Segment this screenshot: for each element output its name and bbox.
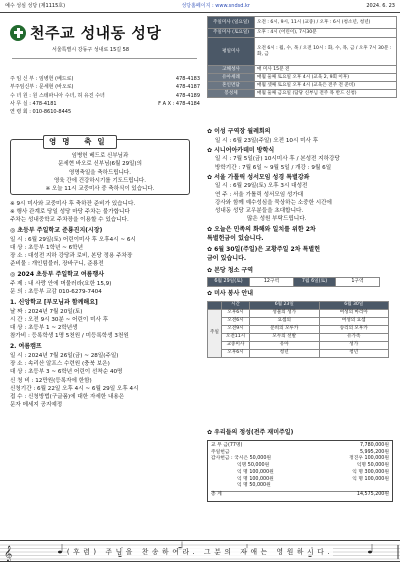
staff-row <box>10 84 200 92</box>
church-logo-icon <box>10 25 26 41</box>
bulletin-date: 2024. 6. 23 <box>366 2 395 9</box>
offering-box <box>207 440 393 502</box>
notice-line: 참가비 : 등록학생 1명 5천원 / 미등록학생 3천원 <box>10 333 129 340</box>
hymn-text: (후렴) 주님을 찬송하여라. 그분의 자애는 영원하시다. <box>66 548 334 556</box>
notice-line: 신 청 비 : 12만원(등록자에 한함) <box>10 377 92 384</box>
left-column <box>10 200 200 409</box>
offering-label: 익 명 100,000원 <box>237 476 274 482</box>
notice-line: 성내동 성당 교우분들을 초대합니다. <box>215 207 304 214</box>
notice-line: 대 상 : 초등부 3 ~ 6학년 어린이 선착순 40명 <box>10 369 123 376</box>
feast-line: 문세현 바오로 신부님(6월 29일)의 <box>58 161 142 168</box>
mass-label: 봉성체 <box>208 90 255 98</box>
section-title: ✿ 본당 청소 구역 <box>207 266 254 274</box>
offering-value: 익명 50,000원 <box>356 463 389 469</box>
mass-label: 주일미사 (토요일) <box>208 29 255 38</box>
table-cell: 교중미사 <box>222 342 250 350</box>
table-cell: 승리의 모후카 <box>319 326 389 334</box>
notice-line: 많은 성원 부탁드립니다. <box>247 215 307 222</box>
top-bar <box>0 0 400 13</box>
table-cell: 여성의 마리아 <box>319 310 389 318</box>
offering-label: 감사헌금 : 국시은 50,000원 <box>211 456 272 462</box>
staff-role: 사 무 실 : 478-4181 <box>10 100 57 107</box>
table-row <box>208 38 397 66</box>
divider <box>12 58 197 59</box>
table-row <box>208 326 389 334</box>
staff-phone: 478-4187 <box>175 84 200 91</box>
table-row <box>208 74 397 82</box>
table-row <box>208 66 397 74</box>
table-row <box>208 318 389 326</box>
notice-line: 일 시 : 6월 29일(토) 어린이미사 후 오후4시 ~ 6시 <box>10 237 136 244</box>
feast-line: 영육 간에 건강하시기를 기도드립니다. <box>53 177 146 184</box>
table-cell <box>208 302 222 310</box>
table-cell: 6월 29일(토) <box>208 278 250 287</box>
church-address: 서울특별시 강동구 성내로 15길 58 <box>52 47 130 53</box>
notice-line: 날 짜 : 2024년 7월 20일(토) <box>10 309 83 316</box>
offering-value: 정진우 100,000원 <box>349 456 389 462</box>
notice-line: 일 시 : 2024년 7월 26일(금) ~ 28일(주일) <box>10 353 119 360</box>
masthead <box>4 16 200 74</box>
section-title: ✿ 오늘은 민족의 화해와 일치를 위한 2차 <box>207 225 316 233</box>
section-title: 특별헌금이 있습니다. <box>207 234 264 242</box>
staff-role: 부주임신부 : 문세현 (바오로) <box>10 84 74 91</box>
notice-line: 대 상 : 초등부 1학년 ~ 6학년 <box>10 245 83 252</box>
staff-row <box>10 109 200 117</box>
mass-time: 매월 셋째 토요일 오후 4시 (교육은 전주 전 준비) <box>255 82 397 90</box>
finance-heading-wrap <box>207 429 293 438</box>
mass-service-table <box>207 301 389 358</box>
section-title: ✿ 우리들의 정성(전주 재미주일) <box>207 429 294 436</box>
notice-line: 대 상 : 초등부 1 ~ 2학년생 <box>10 325 78 332</box>
mass-label: 주일미사 (일요일) <box>208 17 255 29</box>
table-row <box>208 90 397 98</box>
staff-phone: F A X : 478-4184 <box>158 100 200 107</box>
right-column <box>207 128 397 358</box>
section-title: ✿ 서울 가톨릭 성서모임 성경 특별강좌 <box>207 173 310 181</box>
table-cell: 유아 <box>250 342 320 350</box>
offering-label: 주일헌금 <box>211 449 230 455</box>
section-title: ◎ 2024 초등부 주일학교 여름행사 <box>10 271 105 279</box>
table-cell: 청년 <box>250 350 320 358</box>
table-cell: 오후6시 <box>222 350 250 358</box>
feast-title: 영명 축일 <box>43 135 117 149</box>
table-cell: 모두의 선발 <box>250 334 320 342</box>
section-title: ✿ 6월 30일(주일)은 교황주일 2차 특별헌 <box>207 246 321 254</box>
staff-role: 연 령 회 : 010-8610-8445 <box>10 109 72 116</box>
table-cell: 오후6시 <box>222 310 250 318</box>
offering-value: 5,995,200원 <box>359 449 389 455</box>
mass-label: 평일미사 <box>208 38 255 66</box>
notice-line: 문자 메세지 공지예정 <box>10 401 63 408</box>
offering-row <box>211 443 389 450</box>
section-title: ✿ 이성 구역장 월례회의 <box>207 128 271 135</box>
bulletin-number: 예수 성심 성당 (제1115호) <box>5 2 66 9</box>
notice-line: 문 의 : 초등부 교감 010-6279-7404 <box>10 289 102 296</box>
table-row <box>208 82 397 90</box>
staff-row <box>10 101 200 109</box>
table-cell: 12구역 <box>250 278 294 287</box>
offering-row <box>211 470 389 477</box>
table-cell: 오전11시 <box>222 334 250 342</box>
feast-day-box <box>10 139 190 195</box>
section-title: ✿ 미사 봉사 안내 <box>207 290 254 298</box>
offering-value: 7,780,000원 <box>359 443 389 448</box>
section-title: ◎ 초등부 주일학교 준룡진지(시장) <box>10 227 103 235</box>
table-row <box>208 302 389 310</box>
staff-directory <box>10 76 200 117</box>
table-cell: 오전9시 <box>222 326 250 334</box>
table-row <box>208 278 380 287</box>
offering-label: 총 계 <box>211 491 222 497</box>
feast-line: 임병헌 베드로 신부님과 <box>71 153 129 159</box>
offering-value: 익 명 300,000원 <box>352 469 389 475</box>
table-header: 시간 <box>222 302 250 310</box>
notice-line: ※ 9시 미사와 교중미사 후 축하잔 준비가 있습니다. <box>10 201 136 207</box>
table-row <box>208 17 397 29</box>
table-cell: 7월 6일(토) <box>294 278 336 287</box>
staff-phone: 478-4183 <box>175 76 200 82</box>
staff-phone: 478-4189 <box>175 92 200 99</box>
section-title: 1. 신앙학교 [부모님과 함께해요] <box>10 299 98 307</box>
staff-row <box>10 93 200 101</box>
table-row <box>208 310 389 318</box>
table-row <box>208 334 389 342</box>
table-cell: 1구역 <box>336 278 380 287</box>
feast-line: 영명축일을 축하드립니다. <box>69 169 131 176</box>
mass-time: 오후 : 4시 (어린이), 7시30분 <box>255 29 397 38</box>
staff-role: 주 임 신 부 : 임병헌 (베드로) <box>10 76 74 82</box>
table-cell: 여성의 요셉 <box>319 318 389 326</box>
table-header: 6월 23일 <box>250 302 320 310</box>
mass-label: 고해성사 <box>208 66 255 74</box>
table-row <box>208 342 389 350</box>
offering-value: 익 명 100,000원 <box>352 476 389 482</box>
cleaning-schedule-table <box>207 277 380 287</box>
offering-label: 익 명 100,000원 <box>237 469 274 475</box>
table-row <box>208 350 389 358</box>
table-header: 6월 30일 <box>319 302 389 310</box>
notice-line: 주 제 : 내 사랑 안에 머물러라(요한 15,9) <box>10 281 112 288</box>
table-cell: 성물의 성가 <box>250 310 320 318</box>
notice-line: 장 소 : 대성전 지하 강당과 로비, 본당 정용 주차장 <box>10 253 133 260</box>
offering-value: 14,575,200원 <box>356 491 389 497</box>
notice-line: 장 소 : 속리산 알프스 수련원 (충북 보은) <box>10 361 110 368</box>
offering-total-row <box>211 491 389 499</box>
mass-label: 유아세례 <box>208 74 255 82</box>
notice-line: 방학기간 : 7월 6일 ~ 9월 5일 / 개강 : 9월 6일 <box>215 164 332 171</box>
notice-line: 연 주 : 서울 가톨릭 성서모임 성가대 <box>215 191 304 198</box>
mass-time: 매 미사 15분 전 <box>255 66 397 74</box>
notice-line: 일 시 : 7월 5일(금) 10시미사 후 / 본성전 지하강당 <box>215 156 340 163</box>
feast-line: ※ 오늘 11시 교중미사 중 축하식이 있습니다. <box>45 186 155 192</box>
mass-time: 오전 : 6시, 9시, 11시 (교중) / 오후 : 6시 (청소년, 청년) <box>255 17 397 29</box>
table-cell: 주일 <box>208 310 222 358</box>
notice-line: 시 간 : 오전 9시 30분 ~ 어린이 미사 후 <box>10 317 109 324</box>
notice-line: 신청기간 : 6월 22일 오후 4시 ~ 6월 29일 오후 4시 <box>10 385 139 392</box>
notice-line: 강사와 함께 예수성심을 묵상하는 소중한 시간에 <box>215 199 332 206</box>
mass-label: 혼인면담 <box>208 82 255 90</box>
mass-time: 매월 둘째 금요일 (담당 신부님 전주 목 반드 신청) <box>255 90 397 98</box>
table-cell: 오전6시 <box>222 318 250 326</box>
section-title: 금이 있습니다. <box>207 255 247 262</box>
offering-label: 교 무 금(77명) <box>211 443 243 448</box>
offering-row <box>211 463 389 470</box>
mass-time: 오전 6시 : 월, 수, 목 / 오전 10시 : 화, 수, 목, 금 / 오후 7시 30분 : 화, 금 <box>255 38 397 66</box>
svg-text:𝄞: 𝄞 <box>4 546 13 562</box>
table-cell: 유가족 <box>319 334 389 342</box>
notice-line: 일 시 : 6월 29일(토) 오후 3시 대성전 <box>215 183 308 190</box>
notice-line: 일 시 : 6월 23일(주일) 오전 10시 미사 후 <box>215 137 319 144</box>
table-cell: 요셉의 <box>250 318 320 326</box>
notice-line: 접 수 : 신청방법(구글폼)에 대한 자세한 내용은 <box>10 393 125 400</box>
section-title: 2. 여름캠프 <box>10 343 42 351</box>
mass-times-table <box>207 16 397 98</box>
notice-line: 주차는 성내중학교 주차장을 이용할 수 있습니다. <box>10 217 129 224</box>
offering-label: 익 명 50,000원 <box>237 483 271 489</box>
table-row <box>208 29 397 38</box>
hymn-refrain <box>0 548 400 557</box>
offering-label: 익명 50,000원 <box>237 463 270 469</box>
section-title: ✿ 시니어아카데미 방학식 <box>207 146 275 154</box>
church-name: 천주교 성내동 성당 <box>30 24 162 42</box>
feast-body <box>11 152 189 193</box>
offering-row <box>211 483 389 490</box>
homepage-link[interactable]: 성당홈페이지 : www.sndsd.kr <box>181 2 250 9</box>
notice-line: ※ 행사 관계로 당일 성당 마당 주차는 불가합니다 <box>10 209 130 216</box>
mass-time: 매월 둘째 토요일 오후 4시 (교육 2, 9회 이후) <box>255 74 397 82</box>
table-cell: 문희의 모루카 <box>250 326 320 334</box>
staff-role: 수 녀 원 : 원 스테파니아 수녀, 허 유진 수녀 <box>10 92 105 99</box>
table-cell: 성가 <box>319 342 389 350</box>
hymn-footer <box>0 540 400 562</box>
table-cell: 청년 <box>319 350 389 358</box>
notice-line: 준비물 : 개인텀블러, 장바구니, 준룡전 <box>10 261 104 268</box>
